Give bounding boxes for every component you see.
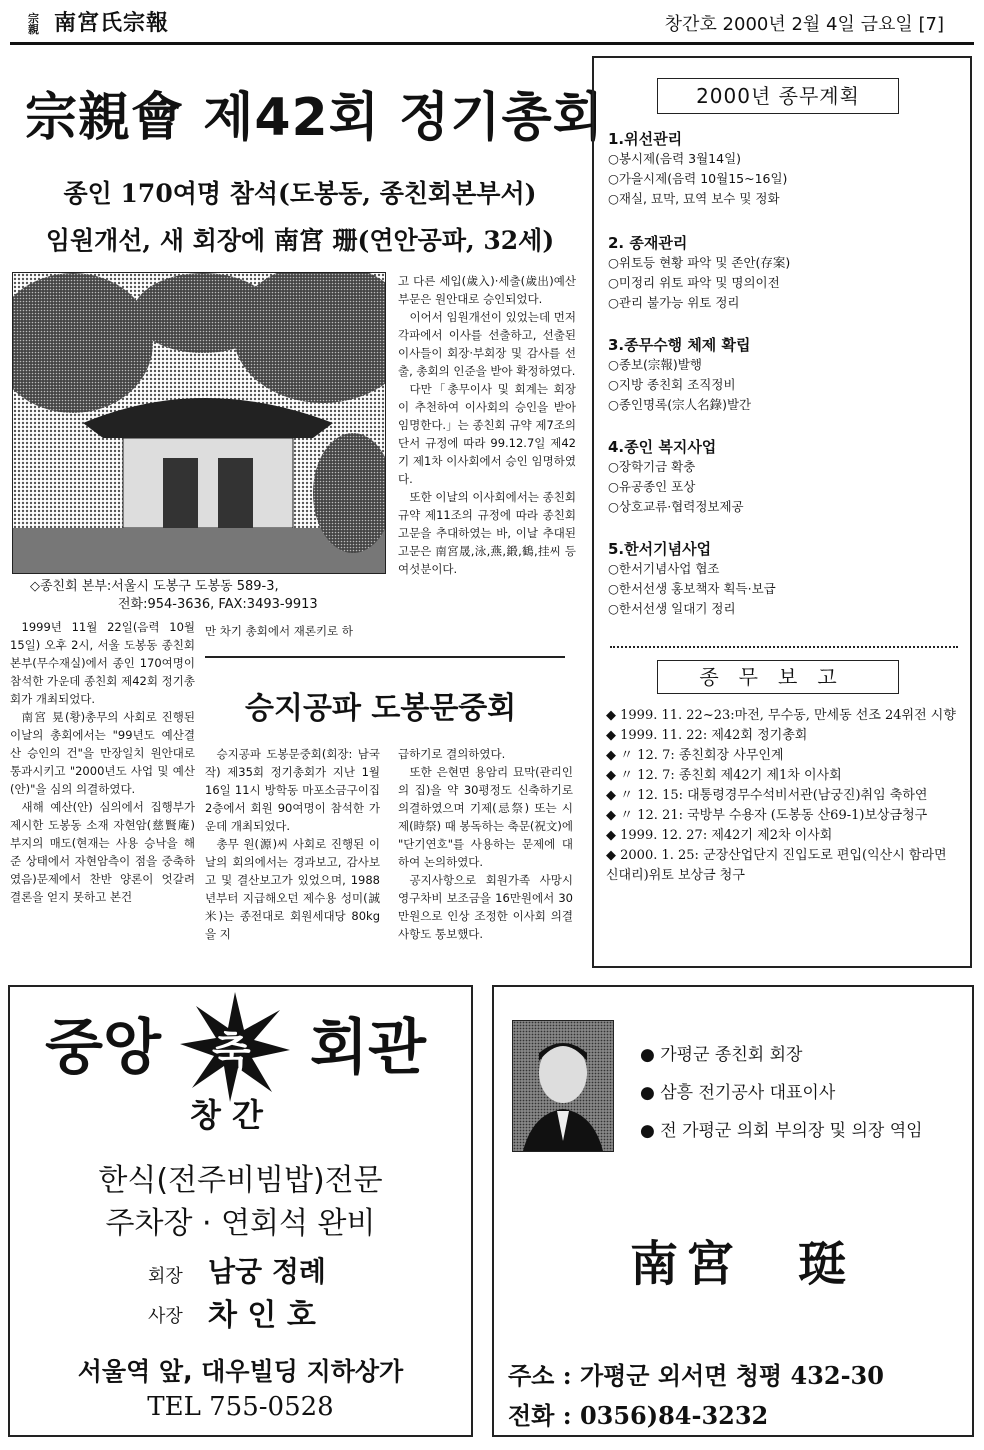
sidebox-divider xyxy=(610,646,958,648)
article-column-continuation: 만 차기 총회에서 재론키로 하 xyxy=(205,624,353,638)
plan-item: ○관리 불가능 위토 정리 xyxy=(608,295,740,310)
plan-item: ○유공종인 포상 xyxy=(608,479,696,494)
report-item: ◆ 1999. 11. 22~23:마전, 무수동, 만세동 선조 24위전 시향 xyxy=(606,708,956,723)
ad-telephone: TEL 755-0528 xyxy=(147,1392,334,1422)
sub-article-paragraph: 총무 원(源)씨 사회로 진행된 이날의 회의에서는 경과보고, 감사보고 및 결산보고가 있었으며, 1988년부터 지급해오던 제수용 성미(誠米)는 종전대로 회원세대당 80kg을 지 xyxy=(205,837,380,941)
portrait-photo xyxy=(512,1020,614,1152)
plan-item: ○지방 종친회 조직정비 xyxy=(608,377,736,392)
plan-title: 2000년 종무계획 xyxy=(657,78,899,114)
ad-chair-label: 회장 xyxy=(148,1266,183,1287)
report-item: ◆ 1999. 11. 22: 제42회 정기총회 xyxy=(606,728,808,743)
article-paragraph: 1999년 11월 22일(음력 10월 15일) 오후 2시, 서울 도봉동 종친회 본부(무수재실)에서 종인 170여명이 참석한 가운데 종친회 제42회 정기총회가 개최되었다. xyxy=(10,620,195,706)
plan-section-title: 5.한서기념사업 xyxy=(608,540,712,558)
credential-item xyxy=(640,1112,923,1150)
credential-text: 가평군 종친회 회장 xyxy=(660,1045,803,1065)
masthead-title xyxy=(28,6,169,37)
article-paragraph: 南宮 晃(황)총무의 사회로 진행된 이날의 총회에서는 "99년도 예산결산 승인의 건"을 만장일치 원안대로 통과시키고 "2000년도 사업 및 예산(안)"을 심의 의결하였다. xyxy=(10,710,195,796)
ad-chair-name: 남궁 정례 xyxy=(208,1255,326,1288)
plan-item: ○한서기념사업 협조 xyxy=(608,561,720,576)
plan-item: ○위토등 현황 파악 및 존안(存案) xyxy=(608,255,791,270)
article-column-left xyxy=(10,618,195,906)
shrine-illustration xyxy=(13,273,385,573)
bullet-icon: ● xyxy=(640,1045,661,1065)
plan-section-title: 4.종인 복지사업 xyxy=(608,438,717,456)
report-item: ◆ 2000. 1. 25: 군장산업단지 진입도로 편입(익산시 함라면 신대리)위토 보상금 청구 xyxy=(606,848,947,883)
report-item: ◆ 〃 12. 7: 종친회 제42기 제1차 이사회 xyxy=(606,768,842,783)
article-headline: 宗親會 제42회 정기총회 xyxy=(25,88,604,148)
ad-opening: 창 간 xyxy=(190,1096,263,1134)
ad-burst-text: 축 xyxy=(212,1029,251,1075)
masthead-small-text: 宗親 xyxy=(28,12,40,36)
page-number: [7] xyxy=(918,14,944,35)
bullet-icon: ● xyxy=(640,1121,661,1141)
plan-section-title: 1.위선관리 xyxy=(608,130,683,148)
sub-article-column-1 xyxy=(205,745,380,943)
ad-owner-name: 차 인 호 xyxy=(208,1298,316,1333)
plan-item: ○종인명록(宗人名錄)발간 xyxy=(608,397,752,412)
ad-facilities: 주차장 · 연회석 완비 xyxy=(105,1206,376,1241)
plan-section-4 xyxy=(608,436,963,517)
credential-text: 전 가평군 의회 부의장 및 의장 역임 xyxy=(660,1121,923,1141)
ad-owner-label: 사장 xyxy=(148,1306,183,1327)
article-paragraph: 새해 예산(안) 심의에서 집행부가 제시한 도봉동 소재 자현암(慈賢庵) 부지의 매도(현재는 사용 승낙을 해 준 상태에서 자현암측이 점을 중축하였음)문제에서 찬반 양론이 엇갈려 결론을 얻지 못하고 본건 xyxy=(10,800,195,904)
ad-location: 서울역 앞, 대우빌딩 지하상가 xyxy=(77,1357,404,1386)
portrait-illustration xyxy=(513,1021,613,1151)
starburst-icon xyxy=(180,992,290,1102)
plan-section-3 xyxy=(608,334,963,415)
profile-phone: 전화 : 0356)84-3232 xyxy=(508,1401,769,1430)
plan-item: ○재실, 묘막, 묘역 보수 및 정화 xyxy=(608,191,780,206)
article-paragraph: 또한 이날의 이사회에서는 종친회 규약 제11조의 규정에 따라 종친회 고문을 추대하였는 바, 이날 추대된 고문은 南宮晟,泳,燕,鍛,鶴,挂씨 등 여섯분이다. xyxy=(398,490,576,576)
bullet-icon: ● xyxy=(640,1083,661,1103)
profile-credentials xyxy=(640,1036,923,1150)
article-paragraph: 이어서 임원개선이 있었는데 먼저 각파에서 이사를 선출하고, 선출된 이사들이 회장·부회장 및 감사를 선출, 총회의 인준을 받아 확정하였다. xyxy=(398,310,576,378)
plan-section-1 xyxy=(608,128,963,209)
photo-caption-phone: 전화:954-3636, FAX:3493-9913 xyxy=(118,597,318,612)
masthead-name: 南宮氏宗報 xyxy=(54,10,170,36)
credential-item xyxy=(640,1074,923,1112)
plan-item: ○봉시제(음력 3월14일) xyxy=(608,151,742,166)
ad-name-part-1: 중앙 xyxy=(45,1013,161,1083)
sub-article-paragraph: 급하기로 결의하였다. xyxy=(398,747,506,761)
report-title: 종무보고 xyxy=(657,660,899,694)
ad-specialty: 한식(전주비빔밥)전문 xyxy=(98,1163,383,1198)
sub-article-column-2 xyxy=(398,745,573,943)
masthead-date xyxy=(665,10,944,36)
plan-item: ○종보(宗報)발행 xyxy=(608,357,702,372)
credential-text: 삼흥 전기공사 대표이사 xyxy=(660,1083,836,1103)
plan-item: ○장학기금 확충 xyxy=(608,459,696,474)
issue-date: 창간호 2000년 2월 4일 금요일 xyxy=(664,14,913,35)
shrine-photo xyxy=(12,272,386,574)
article-subhead-2: 임원개선, 새 회장에 南宮 珊(연안공파, 32세) xyxy=(45,226,555,255)
sub-article-paragraph: 공지사항으로 회원가족 사망시 영구차비 보조금을 16만원에서 30만원으로 인상 조정한 이사회 의결사항도 통보했다. xyxy=(398,873,573,941)
article-paragraph: 다만「총무이사 및 회계는 회장이 추천하여 이사회의 승인을 받아 임명한다.」는 종친회 규약 제7조의 단서 규정에 따라 99.12.7일 제42기 제1차 이사회에서 승인 임명하였다. xyxy=(398,382,576,486)
plan-section-2 xyxy=(608,232,963,313)
report-item: ◆ 〃 12. 21: 국방부 수용자 (도봉동 산69-1)보상금청구 xyxy=(606,808,928,823)
report-item: ◆ 1999. 12. 27: 제42기 제2차 이사회 xyxy=(606,828,833,843)
report-list xyxy=(606,706,961,886)
plan-item: ○가을시제(음력 10월15~16일) xyxy=(608,171,788,186)
section-divider xyxy=(205,656,565,658)
credential-item xyxy=(640,1036,923,1074)
article-column-right xyxy=(398,272,576,578)
report-item: ◆ 〃 12. 15: 대통령경무수석비서관(남궁진)취임 축하연 xyxy=(606,788,928,803)
plan-item: ○한서선생 홍보책자 획득·보급 xyxy=(608,581,776,596)
article-subhead-1: 종인 170여명 참석(도봉동, 종친회본부서) xyxy=(63,179,537,208)
plan-section-5 xyxy=(608,538,963,619)
sub-article-title: 승지공파 도봉문중회 xyxy=(245,691,517,726)
report-item: ◆ 〃 12. 7: 종친회장 사무인계 xyxy=(606,748,784,763)
sub-article-paragraph: 또한 은현면 용암리 묘막(관리인의 집)을 약 30평정도 신축하기로 의결하였으며 기제(忌祭) 또는 시제(時祭) 때 봉독하는 축문(祝文)에 "단기연호"를 사용하는 문제에 대하여 논의하였다. xyxy=(398,765,573,869)
plan-item: ○한서선생 일대기 정리 xyxy=(608,601,736,616)
article-paragraph: 고 다른 세입(歲入)·세출(歲出)예산 부문은 원안대로 승인되었다. xyxy=(398,274,576,306)
sub-article-paragraph: 승지공파 도봉문중회(회장: 남국 작) 제35회 정기총회가 지난 1월 16일 11시 방학동 마포소금구이집 2층에서 회원 90여명이 참석한 가운데 개최되었다. xyxy=(205,747,380,833)
ad-name-part-2: 회관 xyxy=(310,1013,426,1083)
masthead-rule xyxy=(10,42,974,45)
photo-caption-address: ◇종친회 본부:서울시 도봉구 도봉동 589-3, xyxy=(30,579,279,594)
plan-section-title: 3.종무수행 체제 확립 xyxy=(608,336,751,354)
plan-item: ○상호교류·협력정보제공 xyxy=(608,499,744,514)
profile-address: 주소 : 가평군 외서면 청평 432-30 xyxy=(508,1361,884,1390)
profile-name: 南宮 珽 xyxy=(630,1236,855,1292)
plan-section-title: 2. 종재관리 xyxy=(608,234,688,252)
plan-item: ○미정리 위토 파악 및 명의이전 xyxy=(608,275,780,290)
